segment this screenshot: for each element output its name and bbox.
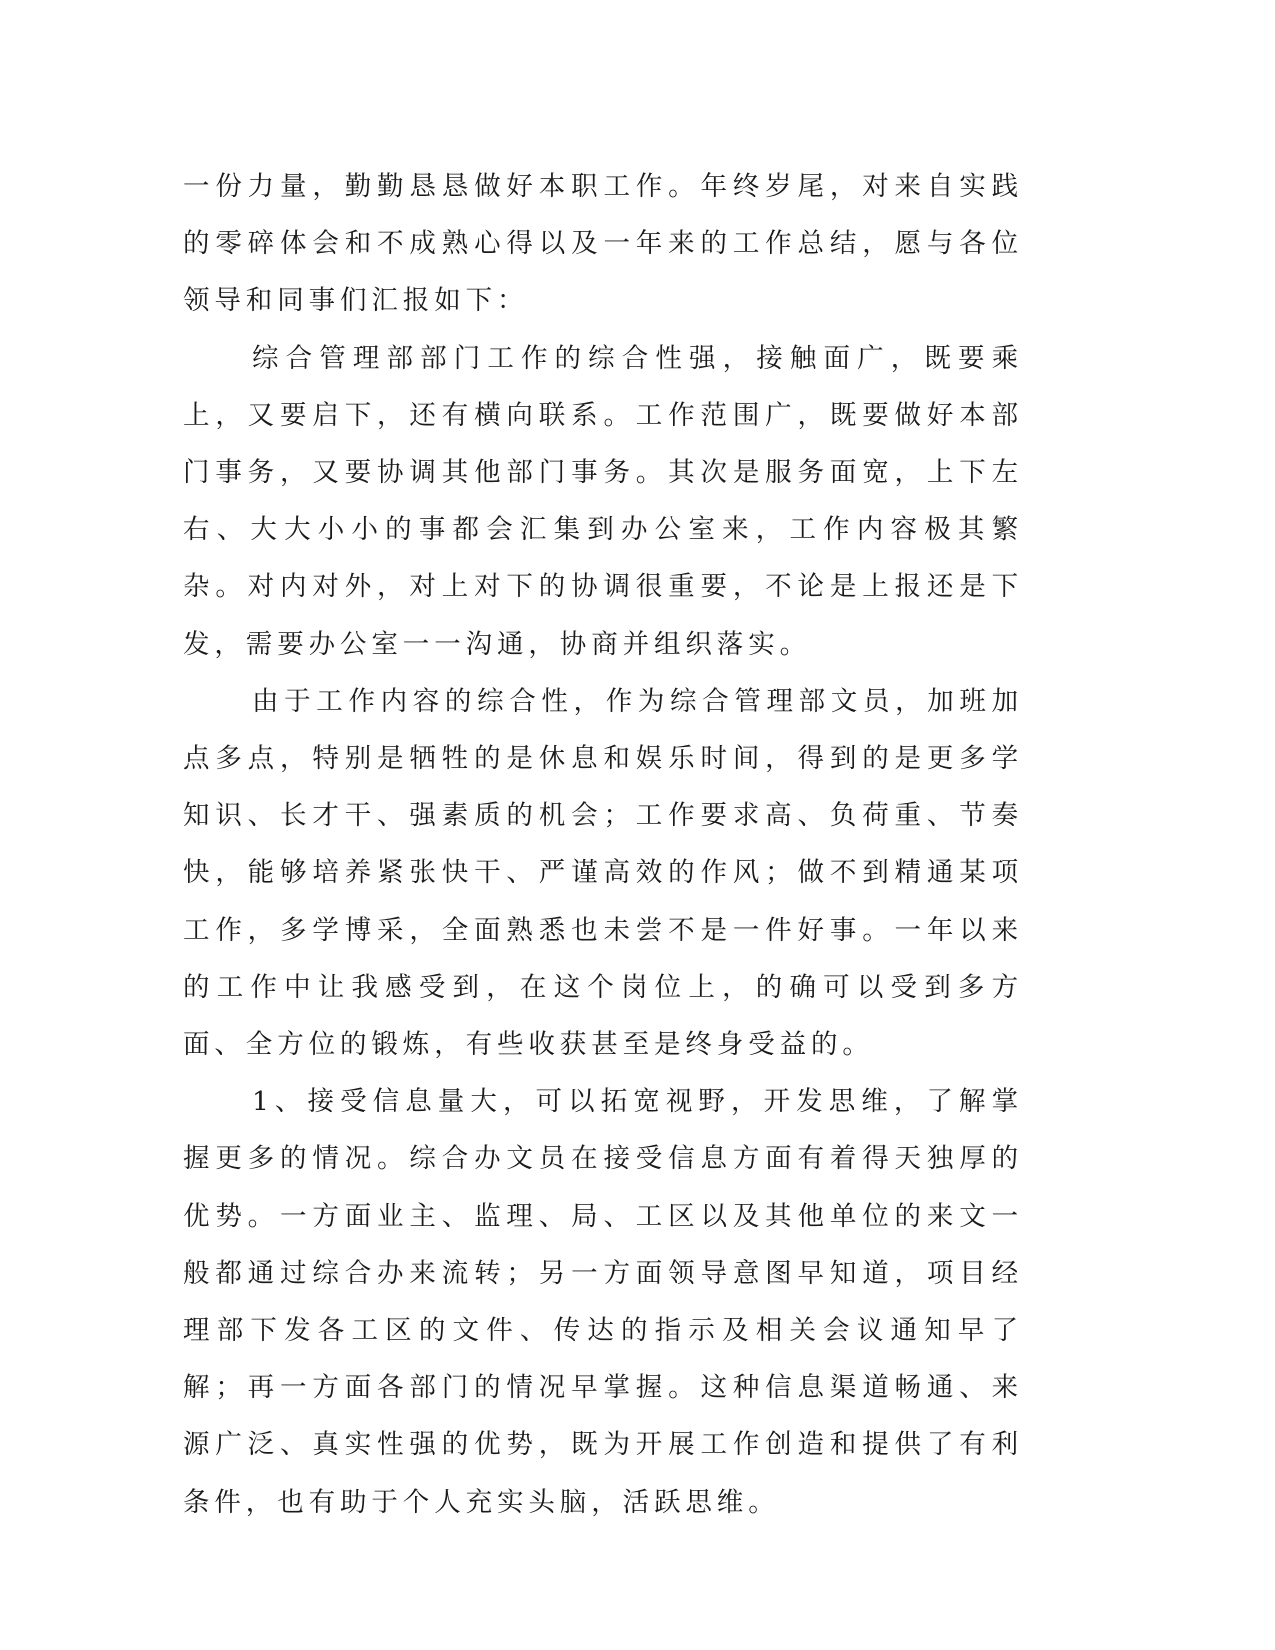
paragraph-4: 1、接受信息量大，可以拓宽视野，开发思维，了解掌握更多的情况。综合办文员在接受信息方面有着得天独厚的优势。一方面业主、监理、局、工区以及其他单位的来文一般都通过综合办来流转；另一方面领导意图早知道，项目经理部下发各工区的文件、传达的指示及相关会议通知早了解；再一方面各部门的情况早掌握。这种信息渠道畅通、来源广泛、真实性强的优势，既为开展工作创造和提供了有利条件，也有助于个人充实头脑，活跃思维。 <box>183 1086 1023 1518</box>
paragraph-1: 一份力量，勤勤恳恳做好本职工作。年终岁尾，对来自实践的零碎体会和不成熟心得以及一年来的工作总结，愿与各位领导和同事们汇报如下： <box>183 171 1023 317</box>
paragraph-2: 综合管理部部门工作的综合性强，接触面广，既要乘上，又要启下，还有横向联系。工作范围广，既要做好本部门事务，又要协调其他部门事务。其次是服务面宽，上下左右、大大小小的事都会汇集到办公室来，工作内容极其繁杂。对内对外，对上对下的协调很重要，不论是上报还是下发，需要办公室一一沟通，协商并组织落实。 <box>183 342 1023 660</box>
paragraph-3: 由于工作内容的综合性，作为综合管理部文员，加班加点多点，特别是牺牲的是休息和娱乐时间，得到的是更多学知识、长才干、强素质的机会；工作要求高、负荷重、节奏快，能够培养紧张快干、严谨高效的作风；做不到精通某项工作，多学博采，全面熟悉也未尝不是一件好事。一年以来的工作中让我感受到，在这个岗位上，的确可以受到多方面、全方位的锻炼，有些收获甚至是终身受益的。 <box>183 685 1023 1061</box>
document-body <box>183 158 1023 1531</box>
